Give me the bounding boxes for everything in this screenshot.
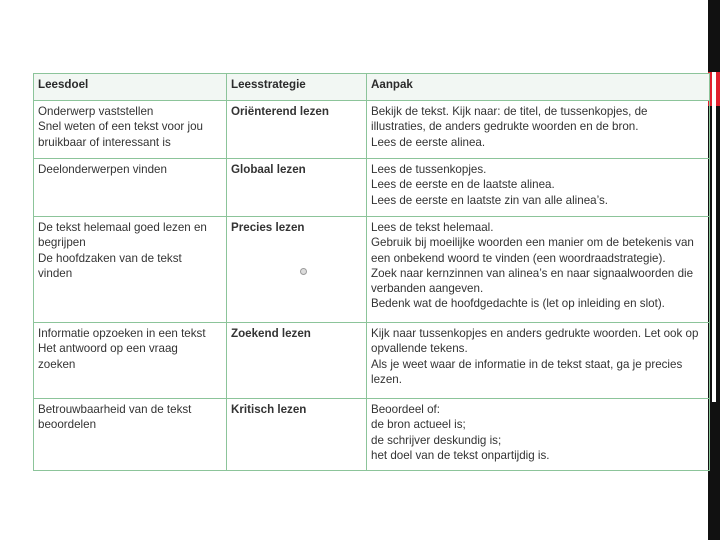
- approach-line: Gebruik bij moeilijke woorden een manier om de betekenis van: [371, 236, 694, 250]
- goal-line: Onderwerp vaststellen: [38, 105, 154, 118]
- approach-line: Bedenk wat de hoofdgedachte is (let op inleiding en slot).: [371, 297, 665, 311]
- approach-line: Kijk naar tussenkopjes en anders gedrukte woorden. Let ook op: [371, 327, 699, 340]
- approach-line: Zoek naar kernzinnen van alinea’s en naar signaalwoorden die: [371, 266, 694, 280]
- header-leesdoel: Leesdoel: [34, 74, 227, 101]
- goal-line: vinden: [38, 266, 73, 280]
- approach-line: Bekijk de tekst. Kijk naar: de titel, de tussenkopjes, de: [371, 105, 648, 118]
- goal-line: begrijpen: [38, 236, 86, 250]
- approach-line: opvallende tekens.: [371, 342, 468, 356]
- approach-line: een onbekend woord te vinden (een woordraadstrategie).: [371, 251, 666, 265]
- approach-line: Lees de eerste en de laatste alinea.: [371, 178, 555, 192]
- goal-line: De tekst helemaal goed lezen en: [38, 221, 207, 234]
- approach-cell: [367, 159, 710, 217]
- approach-line: Lees de eerste en laatste zin van alle alinea’s.: [371, 193, 608, 207]
- approach-cell: [367, 323, 710, 399]
- table-row: [34, 323, 710, 399]
- approach-line: de bron actueel is;: [371, 418, 466, 432]
- reading-strategy-table: [33, 73, 710, 471]
- goal-cell: [34, 217, 227, 323]
- table-row: [34, 217, 710, 323]
- approach-line: de schrijver deskundig is;: [371, 433, 502, 447]
- approach-line: illustraties, de anders gedrukte woorden en de bron.: [371, 120, 639, 134]
- goal-line: zoeken: [38, 357, 76, 371]
- approach-cell: [367, 217, 710, 323]
- goal-line: bruikbaar of interessant is: [38, 135, 171, 149]
- table-header-row: [34, 74, 710, 101]
- approach-line: Lees de eerste alinea.: [371, 135, 486, 149]
- table-row: [34, 399, 710, 471]
- approach-cell: [367, 399, 710, 471]
- goal-line: Het antwoord op een vraag: [38, 342, 178, 356]
- slide-edge-stripe: [712, 72, 716, 402]
- header-aanpak: Aanpak: [367, 74, 710, 101]
- goal-line: Deelonderwerpen vinden: [38, 163, 167, 176]
- approach-line: Lees de tekst helemaal.: [371, 221, 494, 234]
- strategy-cell: Zoekend lezen: [227, 323, 367, 399]
- goal-line: Betrouwbaarheid van de tekst: [38, 403, 192, 416]
- goal-cell: [34, 323, 227, 399]
- approach-line: Beoordeel of:: [371, 403, 440, 416]
- strategy-cell: Globaal lezen: [227, 159, 367, 217]
- table-row: [34, 159, 710, 217]
- goal-line: Informatie opzoeken in een tekst: [38, 327, 206, 340]
- approach-line: Als je weet waar de informatie in de tekst staat, ga je precies: [371, 357, 683, 371]
- goal-cell: [34, 399, 227, 471]
- approach-cell: [367, 101, 710, 159]
- goal-line: Snel weten of een tekst voor jou: [38, 120, 203, 134]
- strategy-cell: Precies lezen: [227, 217, 367, 323]
- goal-line: De hoofdzaken van de tekst: [38, 251, 182, 265]
- approach-line: verbanden aangeven.: [371, 282, 484, 296]
- approach-line: Lees de tussenkopjes.: [371, 163, 487, 176]
- header-leesstrategie: Leesstrategie: [227, 74, 367, 101]
- approach-line: het doel van de tekst onpartijdig is.: [371, 448, 550, 462]
- table-row: [34, 101, 710, 159]
- approach-line: lezen.: [371, 372, 402, 386]
- strategy-cell: Oriënterend lezen: [227, 101, 367, 159]
- bullet-dot-icon: [300, 268, 307, 275]
- strategy-cell: Kritisch lezen: [227, 399, 367, 471]
- goal-cell: [34, 159, 227, 217]
- goal-cell: [34, 101, 227, 159]
- goal-line: beoordelen: [38, 418, 97, 432]
